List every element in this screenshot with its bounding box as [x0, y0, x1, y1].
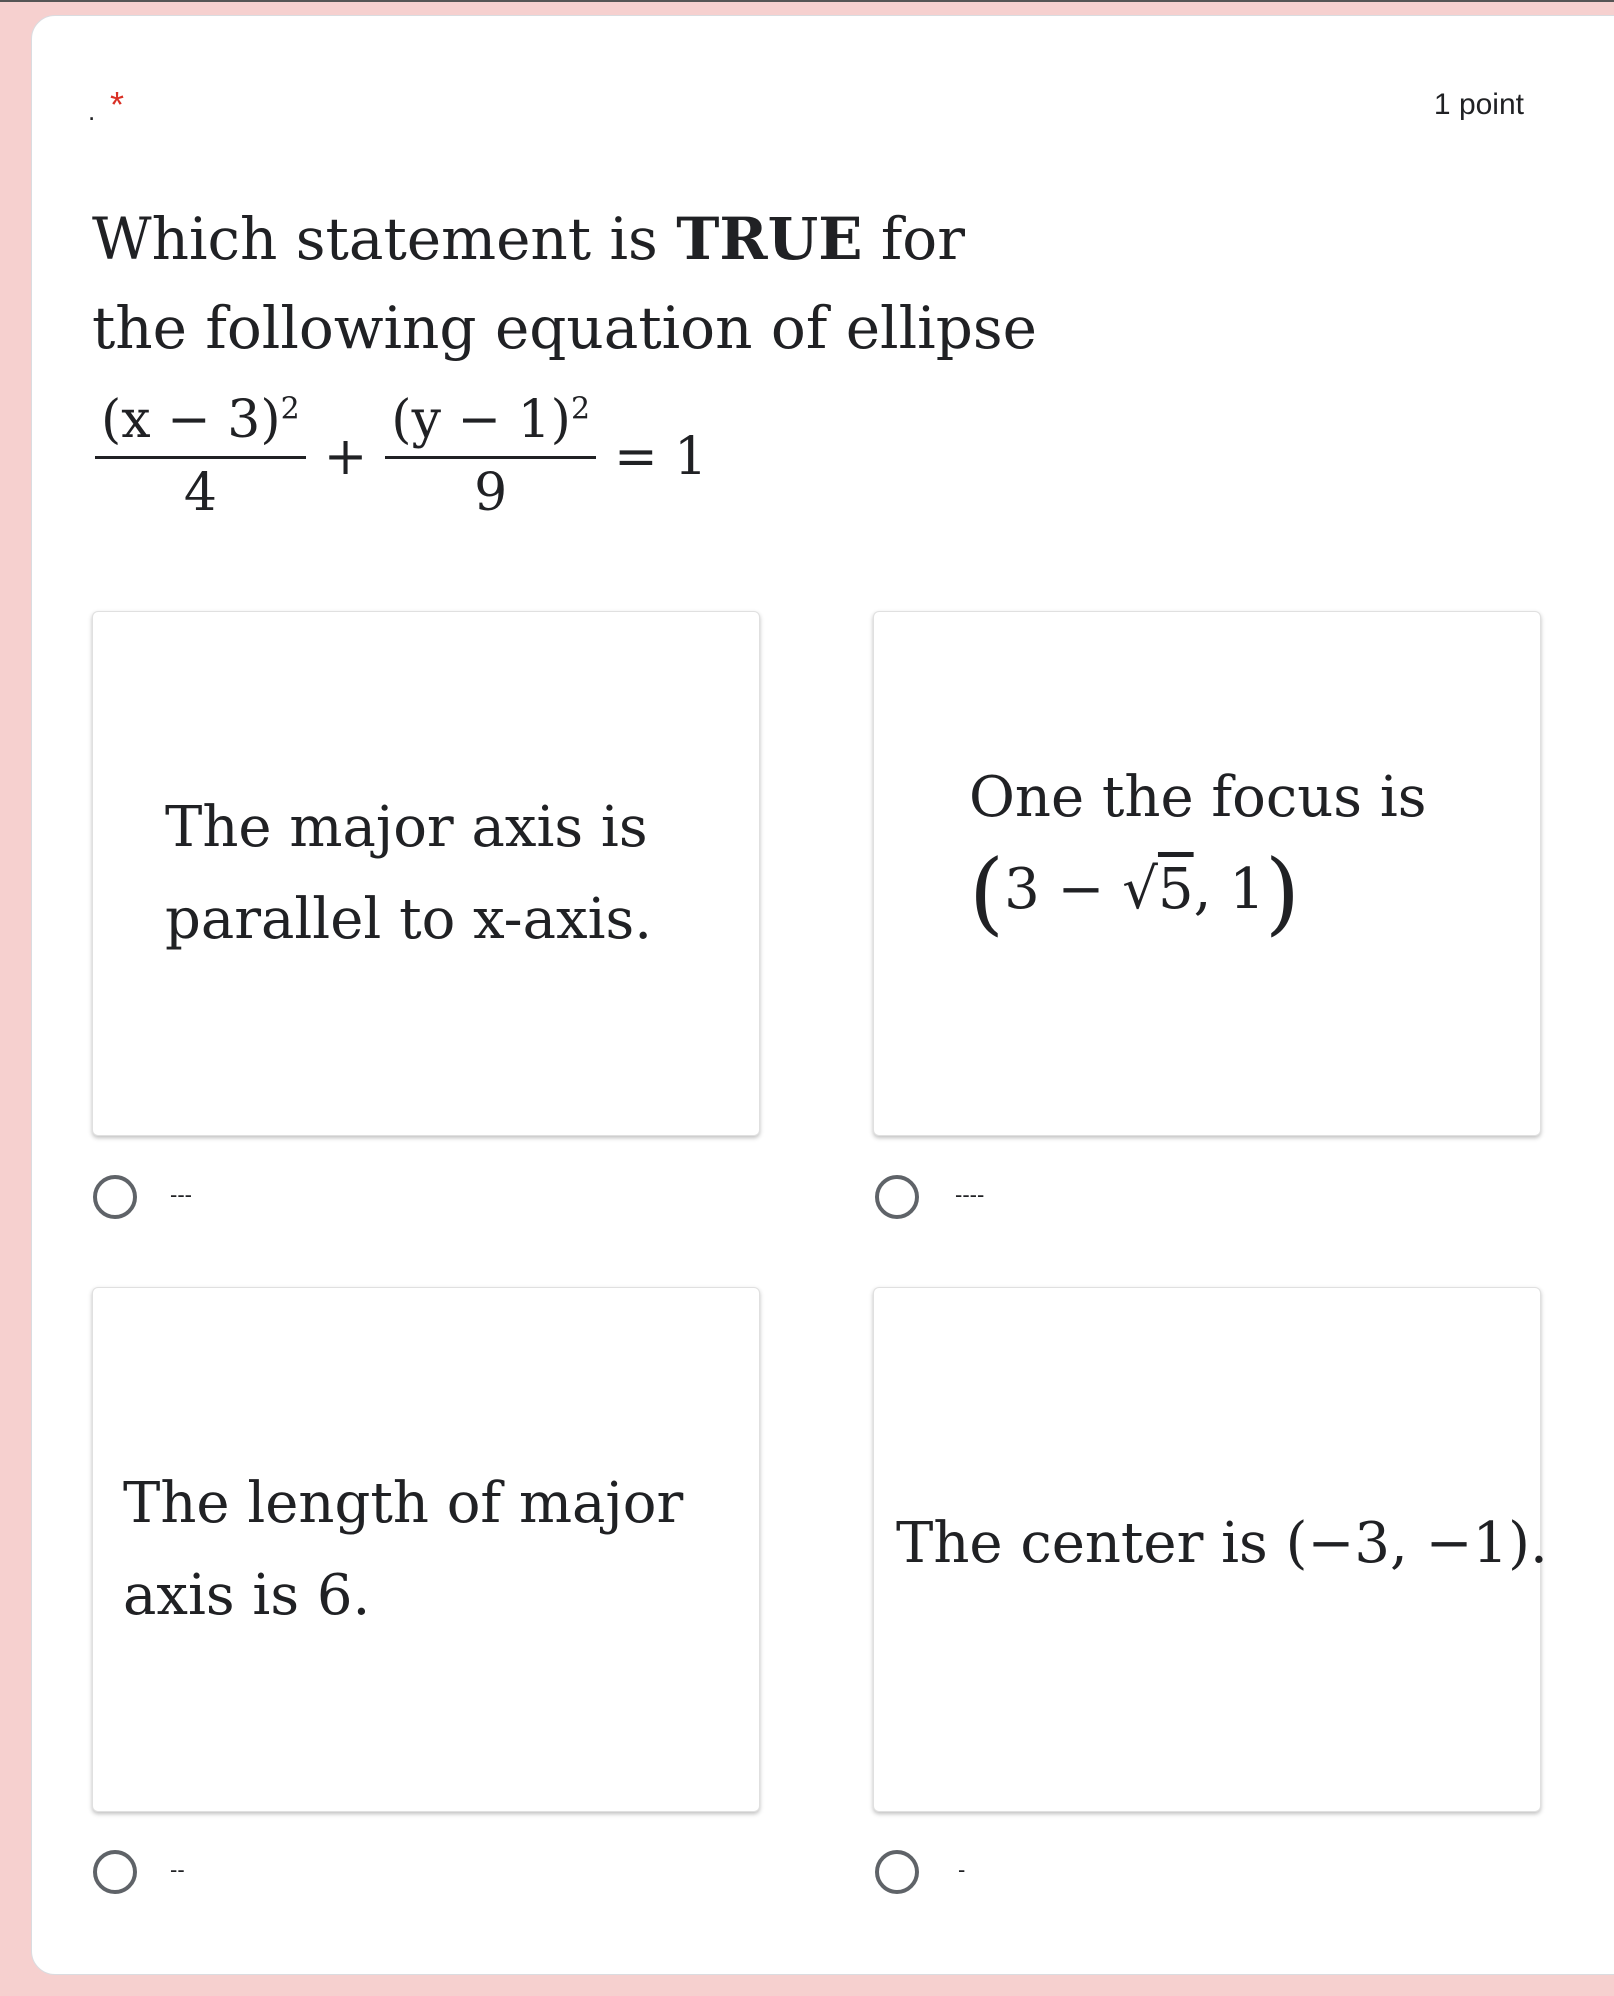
option-label-b: ----	[955, 1182, 985, 1207]
option-text: parallel to x-axis.	[165, 887, 653, 952]
plus-sign: +	[323, 426, 368, 487]
option-label-a: ---	[170, 1182, 192, 1207]
question-text-part: Which statement is	[92, 205, 677, 273]
option-text: axis is 6.	[123, 1563, 371, 1628]
option-text: The major axis is	[165, 795, 648, 860]
option-label-c: --	[170, 1857, 185, 1882]
fraction-y	[385, 390, 596, 523]
radio-option-c[interactable]	[93, 1850, 137, 1894]
option-label-d: -	[958, 1857, 966, 1882]
question-text-bold: TRUE	[676, 205, 863, 273]
radio-option-d[interactable]	[875, 1850, 919, 1894]
exponent: 2	[570, 391, 591, 427]
option-text: One the focus is	[969, 765, 1427, 830]
paren-close: )	[1264, 840, 1300, 946]
question-text-part: for	[862, 205, 965, 273]
numerator-x: (x − 3)	[101, 390, 281, 450]
top-border	[0, 0, 1614, 2]
option-text: The length of major	[123, 1471, 684, 1536]
question-text-line2: the following equation of ellipse	[92, 294, 1037, 362]
question-text	[92, 195, 1037, 373]
option-card-c[interactable]	[92, 1287, 760, 1812]
exponent: 2	[280, 391, 300, 427]
math-part: 3 − √	[1004, 857, 1158, 922]
option-card-b[interactable]	[873, 611, 1541, 1136]
ellipse-equation	[95, 390, 707, 523]
option-card-d[interactable]	[873, 1287, 1548, 1812]
question-number: .	[88, 96, 96, 126]
numerator-y: (y − 1)	[391, 390, 571, 450]
equals-one: = 1	[614, 426, 708, 487]
radio-option-a[interactable]	[93, 1175, 137, 1219]
focus-point-math	[969, 840, 1427, 946]
denominator-y: 9	[474, 463, 508, 523]
option-text: The center is (−3, −1).	[896, 1511, 1548, 1576]
option-card-a[interactable]	[92, 611, 760, 1136]
required-marker: *	[110, 84, 125, 125]
denominator-x: 4	[183, 463, 217, 523]
radio-option-b[interactable]	[875, 1175, 919, 1219]
fraction-x	[95, 390, 306, 523]
math-part: , 1	[1193, 857, 1265, 922]
sqrt-radicand: 5	[1157, 857, 1194, 922]
paren-open: (	[969, 840, 1005, 946]
points-label: 1 point	[1433, 88, 1524, 121]
